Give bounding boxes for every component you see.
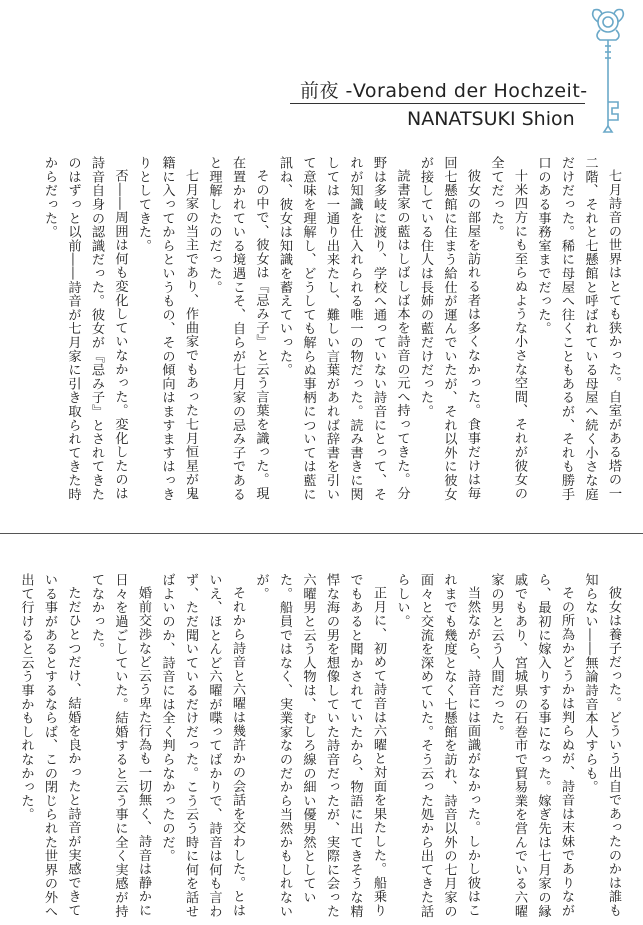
paragraph: 彼女は養子だった。どういう出自であったのかは誰も知らない――無論詩音本人すらも。 xyxy=(582,573,621,918)
paragraph: 十米四方にも至らぬような小さな空間、それが彼女の全てだった。 xyxy=(488,156,527,501)
paragraph: ただひとつだけ、結婚を良かったと詩音が実感できている事があるとするならば、この閉じられた世界の外へ出て行けると云う事かもしれなかった。 xyxy=(18,573,81,918)
paragraph: 七月詩音の世界はとても狭かった。自室がある塔の一二階、それと七懸館と呼ばれている母屋へ続く小さな庭だけだった。稀に母屋へ往くこともあるが、それも勝手口のある事務室までだった。 xyxy=(535,156,621,501)
paragraph: 当然ながら、詩音には面識がなかった。しかし彼はこれまでも幾度となく七懸館を訪れ、詩音以外の七月家の面々と交流を深めていた。そう云った処から出てきた話らしい。 xyxy=(394,573,480,918)
title-divider xyxy=(290,103,585,104)
section-divider xyxy=(0,533,643,534)
paragraph: 七月家の当主であり、作曲家でもあった七月恒星が鬼籍に入ってからというもの、その傾向はますますはっきりとしてきた。 xyxy=(136,156,198,501)
paragraph: 正月に、初めて詩音は六曜と対面を果たした。船乗りでもあると聞かされていたから、物語に出てきそうな精悍な海の男を想像していた詩音だったが、実際に会った六曜男と云う人物は、むしろ線の細い優男然としていた。船員ではなく、実業家なのだから当然かもしれないが。 xyxy=(253,573,386,918)
story-title: 前夜 -Vorabend der Hochzeit- xyxy=(300,80,588,102)
paragraph: 彼女の部屋を訪れる者は多くなかった。食事だけは毎回七懸館に住まう給仕が運んでいたが、それ以外に彼女が接している住人は長姉の藍だけだった。 xyxy=(418,156,480,501)
lower-text-block xyxy=(18,573,625,918)
author-name: NANATSUKI Shion xyxy=(407,108,575,130)
paragraph: 否――周囲は何も変化していなかった。変化したのは詩音自身の認識だった。彼女が『忌み子』とされてきたのはずっと以前――詩音が七月家に引き取られてきた時からだった。 xyxy=(42,156,128,501)
paragraph: 読書家の藍はしばしば本を詩音の元へ持ってきた。分野は多岐に渡り、学校へ通っていない詩音にとって、それが知識を仕入れられる唯一の物だった。読み書きに関しては一通り出来たし、難しい言葉があれば辞書を引いて意味を理解し、どうしても解らぬ事柄については藍に訊ね、彼女は知識を蓄えていった。 xyxy=(277,156,410,501)
paragraph: その所為かどうかは判らぬが、詩音は末妹でありながら、最初に嫁入りする事になった。嫁ぎ先は七月家の縁戚でもあり、宮城県の石巻市で貿易業を営んでいる六曜家の男と云う人間だった。 xyxy=(488,573,574,918)
upper-text-block xyxy=(25,156,625,501)
paragraph: 婚前交渉など云う卑た行為も一切無く、詩音は静かに日々を過ごしていた。結婚すると云う事に全く実感が持てなかった。 xyxy=(89,573,151,918)
ornate-key-icon xyxy=(586,6,630,136)
paragraph: それから詩音と六曜は幾許かの会話を交わした。とはいえ、ほとんど六曜が喋ってばかりで、詩音は何も言わず、ただ聞いているだけだった。こう云う時に何を話せばよいのか、詩音には全く判らなかったのだ。 xyxy=(159,573,245,918)
paragraph: その中で、彼女は『忌み子』と云う言葉を識った。現在置かれている境遇こそ、自らが七月家の忌み子であると理解したのだった。 xyxy=(206,156,269,501)
